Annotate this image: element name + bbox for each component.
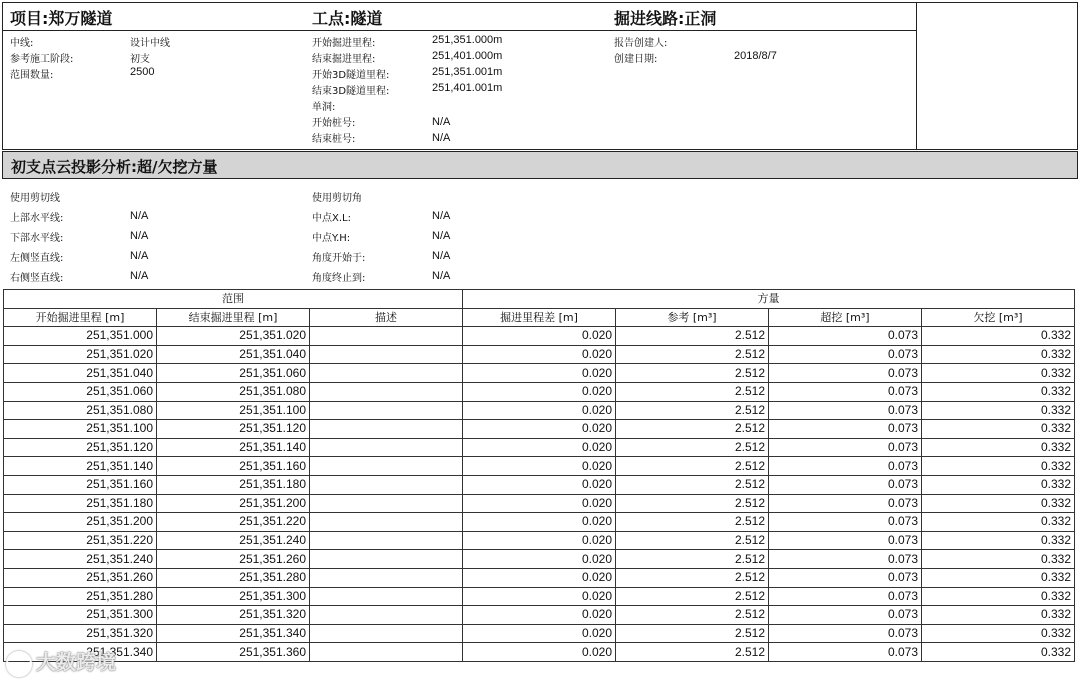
table-cell: 251,351.220 [4,531,157,550]
table-cell: 0.020 [463,606,616,625]
column-header: 欠挖 [m³] [922,308,1075,327]
table-cell: 2.512 [616,475,769,494]
table-row [4,420,1075,439]
table-cell: 0.020 [463,568,616,587]
table-cell: 0.073 [769,382,922,401]
field-label: 下部水平线: [10,233,64,244]
table-cell: 2.512 [616,401,769,420]
table-cell: 2.512 [616,531,769,550]
table-cell: 0.332 [922,401,1075,420]
table-cell: 0.020 [463,345,616,364]
table-cell [310,587,463,606]
clip-lines-title: 使用剪切线 [10,193,60,204]
table-cell: 0.332 [922,550,1075,569]
field-value: N/A [432,270,451,282]
table-cell: 2.512 [616,568,769,587]
field-label: 角度终止到: [312,273,366,284]
table-cell: 2.512 [616,420,769,439]
table-cell: 251,351.040 [4,364,157,383]
field-value: N/A [432,210,451,222]
field-label: 结束掘进里程: [312,54,376,65]
table-cell [310,327,463,346]
table-cell: 2.512 [616,643,769,662]
watermark-text: 大数跨境 [36,650,116,674]
table-cell: 251,351.240 [4,550,157,569]
clip-angle-title: 使用剪切角 [312,193,362,204]
table-row [4,475,1075,494]
table-cell [310,531,463,550]
table-cell: 251,351.100 [157,401,310,420]
table-cell: 251,351.020 [157,327,310,346]
table-cell: 0.332 [922,420,1075,439]
field-label: 单洞: [312,102,336,113]
table-cell [310,420,463,439]
table-cell [310,568,463,587]
table-cell: 251,351.340 [157,624,310,643]
field-label: 左侧竖直线: [10,253,64,264]
field-label: 开始桩号: [312,118,356,129]
group-header-range: 范围 [4,290,463,309]
table-cell: 0.332 [922,438,1075,457]
field-value: 2018/8/7 [734,50,777,62]
watermark-logo-icon [6,651,32,677]
field-label: 中点X.L: [312,213,351,224]
table-cell: 0.073 [769,513,922,532]
table-cell: 0.332 [922,494,1075,513]
table-cell [310,438,463,457]
table-cell: 251,351.280 [157,568,310,587]
field-value: N/A [130,230,149,242]
table-row [4,531,1075,550]
table-cell: 2.512 [616,364,769,383]
table-row [4,606,1075,625]
column-header: 开始掘进里程 [m] [4,308,157,327]
table-cell: 0.020 [463,364,616,383]
table-cell: 0.073 [769,606,922,625]
table-cell: 251,351.160 [4,475,157,494]
table-cell: 0.332 [922,568,1075,587]
table-row [4,513,1075,532]
table-cell: 0.020 [463,475,616,494]
field-value: 初支 [130,54,150,65]
table-cell: 0.073 [769,438,922,457]
table-cell: 0.020 [463,643,616,662]
table-cell: 251,351.220 [157,513,310,532]
table-cell: 0.332 [922,606,1075,625]
table-cell: 0.073 [769,587,922,606]
table-cell: 2.512 [616,438,769,457]
table-cell: 0.073 [769,457,922,476]
table-cell [310,345,463,364]
table-cell: 251,351.200 [157,494,310,513]
table-cell [310,401,463,420]
field-label: 参考施工阶段: [10,54,74,65]
table-cell [310,494,463,513]
field-value: N/A [130,270,149,282]
field-label: 开始3D隧道里程: [312,70,390,81]
table-cell [310,382,463,401]
table-row [4,624,1075,643]
table-cell: 251,351.060 [4,382,157,401]
table-row [4,457,1075,476]
table-row [4,568,1075,587]
table-cell: 2.512 [616,624,769,643]
table-cell: 0.020 [463,531,616,550]
field-label: 开始掘进里程: [312,38,376,49]
table-cell: 0.020 [463,550,616,569]
table-cell: 251,351.000 [4,327,157,346]
field-label: 中线: [10,38,34,49]
table-row [4,382,1075,401]
table-cell: 0.020 [463,420,616,439]
table-cell: 251,351.280 [4,587,157,606]
column-header: 结束掘进里程 [m] [157,308,310,327]
field-label: 中点Y.H: [312,233,351,244]
table-cell: 0.020 [463,587,616,606]
table-cell: 0.332 [922,327,1075,346]
field-label: 创建日期: [614,54,658,65]
table-cell: 0.073 [769,568,922,587]
section-title-bar [2,151,1078,179]
table-cell: 2.512 [616,327,769,346]
table-cell: 251,351.200 [4,513,157,532]
column-header: 描述 [310,308,463,327]
field-value: N/A [432,230,451,242]
table-cell: 251,351.360 [157,643,310,662]
table-body [4,327,1075,662]
table-cell: 0.073 [769,494,922,513]
header-divider [2,30,916,31]
project-title: 项目:郑万隧道 [10,9,113,28]
table-cell: 251,351.320 [157,606,310,625]
group-header-volume: 方量 [463,290,1075,309]
table-cell: 0.073 [769,364,922,383]
field-value: N/A [432,250,451,262]
table-cell: 0.020 [463,401,616,420]
table-cell [310,606,463,625]
table-cell: 251,351.100 [4,420,157,439]
table-cell: 251,351.080 [4,401,157,420]
table-cell: 2.512 [616,513,769,532]
route-title: 掘进线路:正洞 [614,9,717,28]
watermark [6,646,116,677]
table-row [4,438,1075,457]
table-cell: 0.020 [463,513,616,532]
table-cell: 251,351.260 [4,568,157,587]
table-cell: 0.332 [922,457,1075,476]
field-label: 范围数量: [10,70,54,81]
table-cell: 251,351.320 [4,624,157,643]
field-value: N/A [432,132,451,144]
table-row [4,345,1075,364]
table-row [4,550,1075,569]
table-cell: 251,351.080 [157,382,310,401]
field-label: 结束桩号: [312,134,356,145]
table-row [4,364,1075,383]
table-cell: 0.332 [922,382,1075,401]
table-cell: 0.073 [769,420,922,439]
field-value: N/A [130,250,149,262]
table-cell: 251,351.040 [157,345,310,364]
table-row [4,643,1075,662]
table-cell: 0.020 [463,457,616,476]
table-cell: 251,351.120 [157,420,310,439]
table-cell: 251,351.140 [157,438,310,457]
table-cell: 0.332 [922,587,1075,606]
table-cell: 251,351.120 [4,438,157,457]
table-cell: 0.020 [463,327,616,346]
column-header: 参考 [m³] [616,308,769,327]
field-value: 设计中线 [130,38,170,49]
field-value: N/A [130,210,149,222]
table-cell: 0.332 [922,643,1075,662]
table-cell: 0.073 [769,643,922,662]
table-cell: 0.332 [922,364,1075,383]
table-cell: 0.332 [922,531,1075,550]
table-row [4,587,1075,606]
table-row [4,494,1075,513]
section-title: 初支点云投影分析:超/欠挖方量 [11,158,218,176]
table-cell: 251,351.300 [4,606,157,625]
field-value: 251,351.001m [432,66,503,78]
worksite-title: 工点:隧道 [312,9,383,28]
table-cell: 251,351.140 [4,457,157,476]
table-cell: 251,351.180 [157,475,310,494]
table-cell: 0.332 [922,624,1075,643]
table-cell: 0.020 [463,624,616,643]
table-cell: 251,351.340 [4,643,157,662]
table-row [4,401,1075,420]
table-cell: 0.020 [463,382,616,401]
field-value: 2500 [130,66,155,78]
table-cell: 251,351.160 [157,457,310,476]
table-cell: 0.332 [922,513,1075,532]
table-cell: 0.073 [769,624,922,643]
column-header: 超挖 [m³] [769,308,922,327]
table-row [4,327,1075,346]
table-cell: 0.020 [463,438,616,457]
table-cell: 2.512 [616,494,769,513]
table-cell: 0.073 [769,327,922,346]
header-divider [916,2,917,150]
field-label: 右侧竖直线: [10,273,64,284]
field-value: 251,351.000m [432,34,503,46]
column-header: 掘进里程差 [m] [463,308,616,327]
field-value: 251,401.001m [432,82,503,94]
table-cell: 251,351.300 [157,587,310,606]
table-cell: 0.073 [769,550,922,569]
field-label: 上部水平线: [10,213,64,224]
table-cell: 2.512 [616,345,769,364]
field-value: 251,401.000m [432,50,503,62]
table-cell: 251,351.240 [157,531,310,550]
table-cell: 0.073 [769,401,922,420]
field-value: N/A [432,116,451,128]
table-cell: 251,351.180 [4,494,157,513]
field-label: 结束3D隧道里程: [312,86,390,97]
table-cell: 251,351.260 [157,550,310,569]
table-cell: 0.332 [922,475,1075,494]
table-cell: 0.073 [769,475,922,494]
table-cell: 2.512 [616,587,769,606]
table-cell: 0.020 [463,494,616,513]
table-cell [310,457,463,476]
table-cell [310,643,463,662]
table-cell [310,550,463,569]
table-cell: 2.512 [616,550,769,569]
table-cell [310,475,463,494]
table-cell: 2.512 [616,606,769,625]
table-cell: 0.073 [769,531,922,550]
table-cell: 251,351.020 [4,345,157,364]
table-cell [310,624,463,643]
table-cell: 2.512 [616,382,769,401]
table-cell: 0.332 [922,345,1075,364]
field-label: 角度开始于: [312,253,366,264]
volume-table [3,289,1075,662]
table-cell: 2.512 [616,457,769,476]
table-cell: 0.073 [769,345,922,364]
table-cell [310,513,463,532]
table-cell: 251,351.060 [157,364,310,383]
table-cell [310,364,463,383]
field-label: 报告创建人: [614,38,668,49]
